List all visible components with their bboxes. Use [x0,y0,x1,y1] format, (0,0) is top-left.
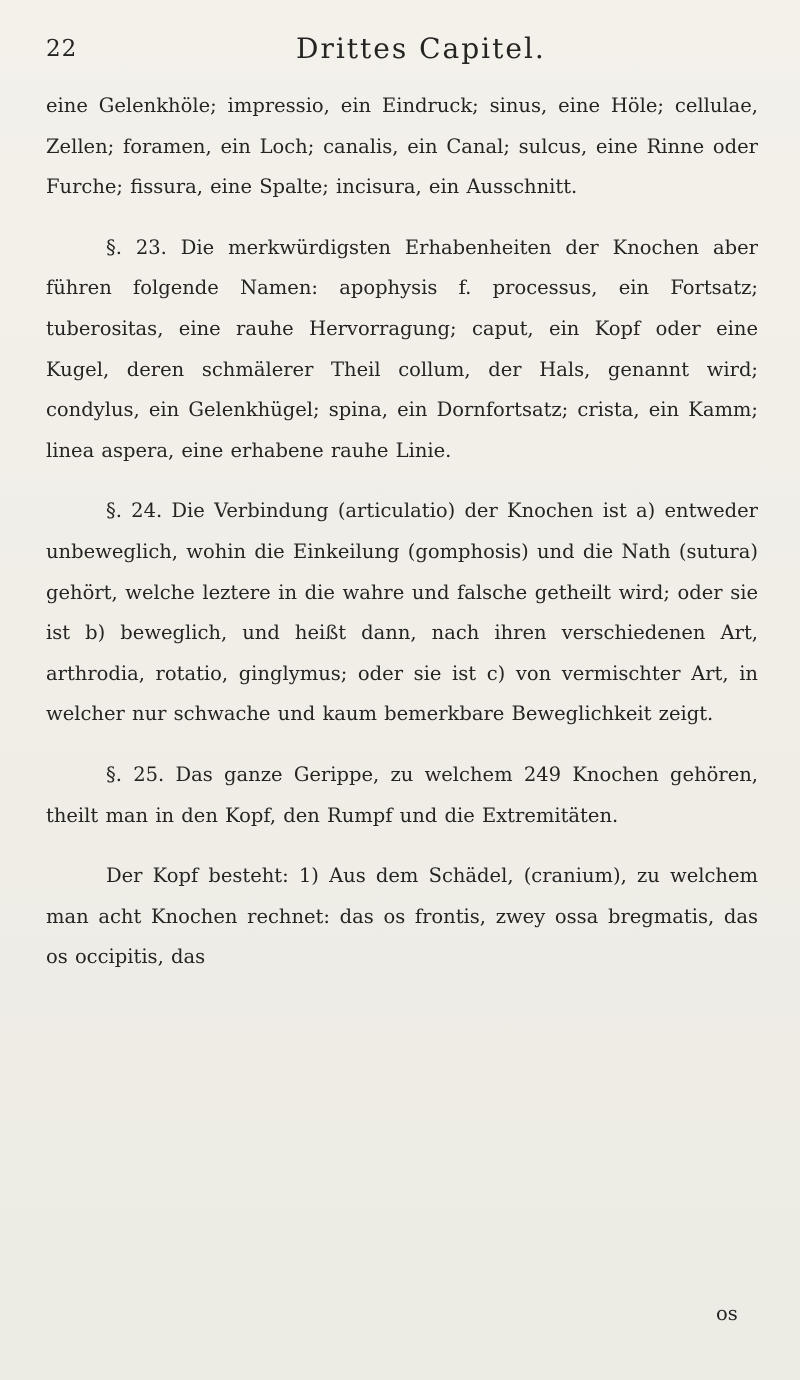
paragraph-section-25: §. 25. Das ganze Gerippe, zu welchem 249 Knochen gehören, theilt man in den Kopf, den Rumpf und die Extremitäten. [46,762,758,827]
paragraph-section-23: §. 23. Die merkwürdigsten Erhabenheiten der Knochen aber führen folgende Namen: apophysis f. processus, ein Fortsatz; tuberositas, eine rauhe Hervorragung; caput, ein Kopf oder eine Kugel, deren schmälerer Theil collum, der Hals, genannt wird; condylus, ein Gelenkhügel; spina, ein Dornfortsatz; crista, ein Kamm; linea aspera, eine erhabene rauhe Linie. [46,235,758,462]
running-title: Drittes Capitel. [296,32,546,65]
page-header [46,32,760,72]
paragraph-cavities-continued: eine Gelenkhöle; impressio, ein Eindruck; sinus, eine Höle; cellulae, Zellen; foramen, ein Loch; canalis, ein Canal; sulcus, eine Rinne oder Furche; fissura, eine Spalte; incisura, ein Ausschnitt. [46,94,758,199]
body-text [46,86,758,978]
page-number: 22 [46,36,78,62]
paragraph-skull: Der Kopf besteht: 1) Aus dem Schädel, (cranium), zu welchem man acht Knochen rechnet: das os frontis, zwey ossa bregmatis, das os occipitis, das [46,864,758,969]
paragraph-section-24: §. 24. Die Verbindung (articulatio) der Knochen ist a) entweder unbeweglich, wohin die Einkeilung (gomphosis) und die Nath (sutura) gehört, welche leztere in die wahre und falsche getheilt wird; oder sie ist b) beweglich, und heißt dann, nach ihren verschiedenen Art, arthrodia, rotatio, ginglymus; oder sie ist c) von vermischter Art, in welcher nur schwache und kaum bemerkbare Beweglichkeit zeigt. [46,499,758,726]
catchword: os [716,1302,738,1325]
